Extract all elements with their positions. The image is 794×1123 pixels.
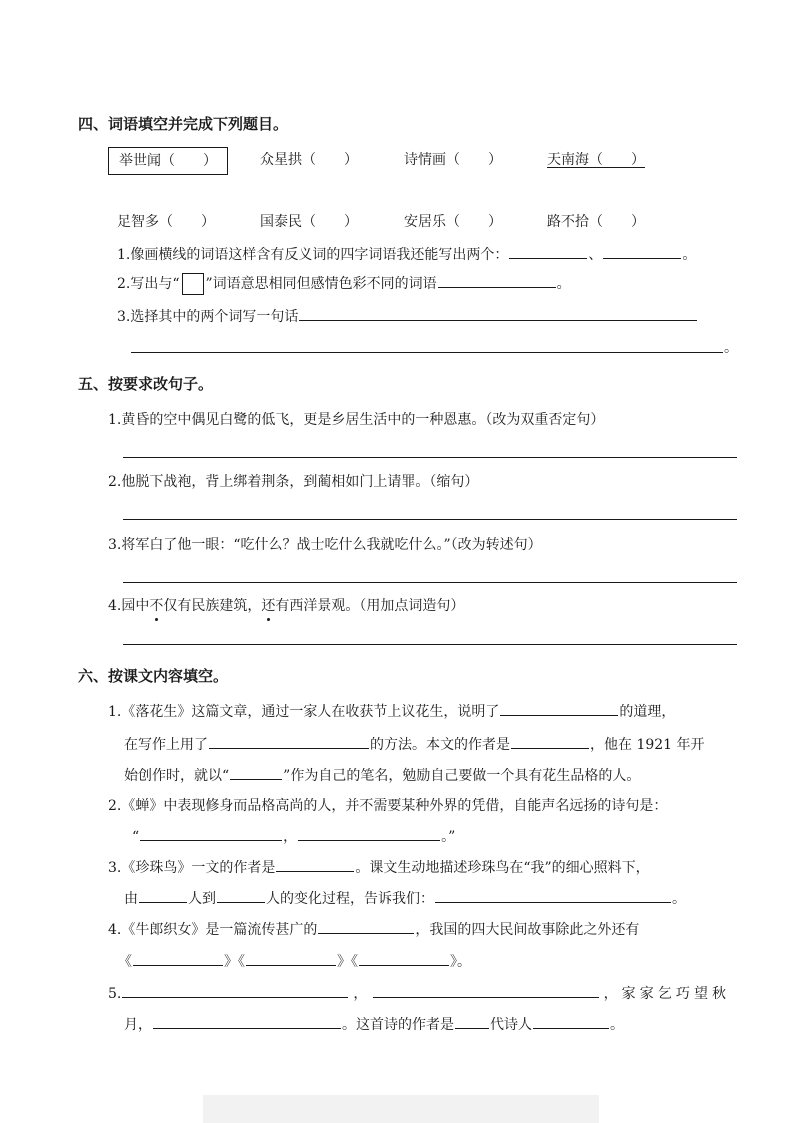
question-text: ”词语意思相同但感情色彩不同的词语 xyxy=(205,276,437,292)
answer-blank[interactable] xyxy=(373,983,599,998)
section-heading-5: 五、按要求改句子。 xyxy=(78,375,214,393)
question-text: 。这首诗的作者是 xyxy=(342,1017,454,1033)
answer-blank[interactable] xyxy=(438,273,556,288)
answer-blank[interactable] xyxy=(153,1014,341,1029)
question-6-4 xyxy=(108,919,639,940)
answer-blank[interactable] xyxy=(509,244,587,259)
answer-line[interactable] xyxy=(131,352,723,353)
question-6-1-line3 xyxy=(124,765,640,786)
answer-blank[interactable] xyxy=(139,888,187,903)
section-heading-4: 四、词语填空并完成下列题目。 xyxy=(78,115,289,133)
punct: 。 xyxy=(556,276,571,292)
punct: 》《 xyxy=(224,954,245,970)
question-4-2 xyxy=(117,273,571,295)
punct: 。” xyxy=(441,829,456,845)
answer-blank[interactable] xyxy=(133,951,223,966)
question-4-1 xyxy=(117,244,696,265)
idiom-item: 足智多（ ） xyxy=(117,214,215,230)
question-text: 4.园中 xyxy=(108,598,150,614)
question-text: 3.《珍珠鸟》一文的作者是 xyxy=(108,860,276,876)
answer-blank[interactable] xyxy=(455,1014,489,1029)
idiom-underlined: 天南海（ ） xyxy=(547,152,645,168)
separator: 、 xyxy=(588,247,603,263)
question-text: ，他在 1921 年开 xyxy=(590,737,705,753)
emphasized-char: 不 xyxy=(149,598,164,614)
idiom-item: 众星拱（ ） xyxy=(260,152,358,168)
answer-blank[interactable] xyxy=(533,1014,609,1029)
question-text: ，我国的四大民间故事除此之外还有 xyxy=(415,922,640,938)
answer-line[interactable] xyxy=(123,644,737,645)
answer-blank[interactable] xyxy=(217,888,265,903)
answer-line[interactable] xyxy=(123,519,737,520)
answer-blank[interactable] xyxy=(435,888,671,903)
question-text: ”作为自己的笔名，勉励自己要做一个具有花生品格的人。 xyxy=(283,768,641,784)
blank-box[interactable] xyxy=(182,273,204,295)
question-5-2: 2.他脱下战袍，背上绑着荆条，到蔺相如门上请罪。（缩句） xyxy=(108,474,479,490)
question-6-3-line2 xyxy=(124,888,686,909)
question-text: 人的变化过程，告诉我们： xyxy=(266,891,434,907)
question-6-2-line2 xyxy=(132,826,455,847)
question-text: 。课文生动地描述珍珠鸟在“我”的细心照料下， xyxy=(355,860,650,876)
answer-blank[interactable] xyxy=(298,826,440,841)
question-6-4-line2 xyxy=(118,951,471,972)
question-text: 的道理， xyxy=(619,704,676,720)
punct: “ xyxy=(132,829,140,845)
question-5-3: 3.将军白了他一眼：“吃什么？战士吃什么我就吃什么。”（改为转述句） xyxy=(108,537,542,553)
answer-blank[interactable] xyxy=(299,306,697,321)
question-text: 3.选择其中的两个词写一句话 xyxy=(117,309,299,325)
question-4-3 xyxy=(117,306,698,327)
question-6-5-line2 xyxy=(124,1014,624,1035)
question-5-4 xyxy=(108,596,464,616)
section-heading-6: 六、按课文内容填空。 xyxy=(78,667,229,685)
punct: ， xyxy=(349,986,372,1002)
answer-blank[interactable] xyxy=(276,857,354,872)
punct: 》《 xyxy=(337,954,358,970)
question-6-5 xyxy=(108,983,726,1004)
punct: 。 xyxy=(610,1017,624,1033)
punct: 。 xyxy=(682,247,697,263)
question-text: 月， xyxy=(124,1017,152,1033)
question-6-2: 2.《蝉》中表现修身而品格高尚的人，并不需要某种外界的凭借，自能声名远扬的诗句是： xyxy=(108,798,668,814)
question-6-1-line2 xyxy=(124,734,705,755)
question-text: 在写作上用了 xyxy=(124,737,208,753)
idiom-boxed: 举世闻（ ） xyxy=(108,147,228,175)
question-text: 5. xyxy=(108,986,122,1002)
answer-blank[interactable] xyxy=(603,244,681,259)
answer-blank[interactable] xyxy=(500,701,618,716)
question-6-1 xyxy=(108,701,675,722)
punct: 。 xyxy=(724,340,738,356)
punct: 》。 xyxy=(450,954,471,970)
question-text: 仅有民族建筑， xyxy=(163,598,262,614)
question-text: 始创作时，就以“ xyxy=(124,768,230,784)
answer-blank[interactable] xyxy=(246,951,336,966)
question-5-1: 1.黄昏的空中偶见白鹭的低飞，更是乡居生活中的一种恩惠。（改为双重否定句） xyxy=(108,412,605,428)
footer-bar xyxy=(203,1095,599,1123)
answer-blank[interactable] xyxy=(511,734,589,749)
question-text: 有西洋景观。（用加点词造句） xyxy=(275,598,465,614)
emphasized-char: 还 xyxy=(261,598,276,614)
punct: 。 xyxy=(672,891,686,907)
idiom-item: 安居乐（ ） xyxy=(404,214,502,230)
question-text: 代诗人 xyxy=(490,1017,532,1033)
question-6-3 xyxy=(108,857,650,878)
idiom-item: 路不拾（ ） xyxy=(547,214,645,230)
question-text: 人到 xyxy=(188,891,216,907)
question-text: ，家家乞巧望秋 xyxy=(599,986,727,1002)
punct: 《 xyxy=(118,954,132,970)
answer-blank[interactable] xyxy=(140,826,282,841)
punct: ， xyxy=(283,829,298,845)
question-text: 2.写出与“ xyxy=(117,276,180,292)
question-text: 由 xyxy=(124,891,138,907)
answer-blank[interactable] xyxy=(230,765,282,780)
answer-blank[interactable] xyxy=(209,734,369,749)
answer-line[interactable] xyxy=(123,582,737,583)
answer-line[interactable] xyxy=(123,457,737,458)
answer-blank[interactable] xyxy=(359,951,449,966)
question-text: 4.《牛郎织女》是一篇流传甚广的 xyxy=(108,922,318,938)
question-text: 1.《落花生》这篇文章，通过一家人在收获节上议花生，说明了 xyxy=(108,704,500,720)
question-text: 1.像画横线的词语这样含有反义词的四字词语我还能写出两个： xyxy=(117,247,509,263)
answer-blank[interactable] xyxy=(318,919,414,934)
question-text: 的方法。本文的作者是 xyxy=(370,737,510,753)
idiom-item: 国泰民（ ） xyxy=(260,214,358,230)
answer-blank[interactable] xyxy=(122,983,348,998)
idiom-item: 诗情画（ ） xyxy=(404,152,502,168)
